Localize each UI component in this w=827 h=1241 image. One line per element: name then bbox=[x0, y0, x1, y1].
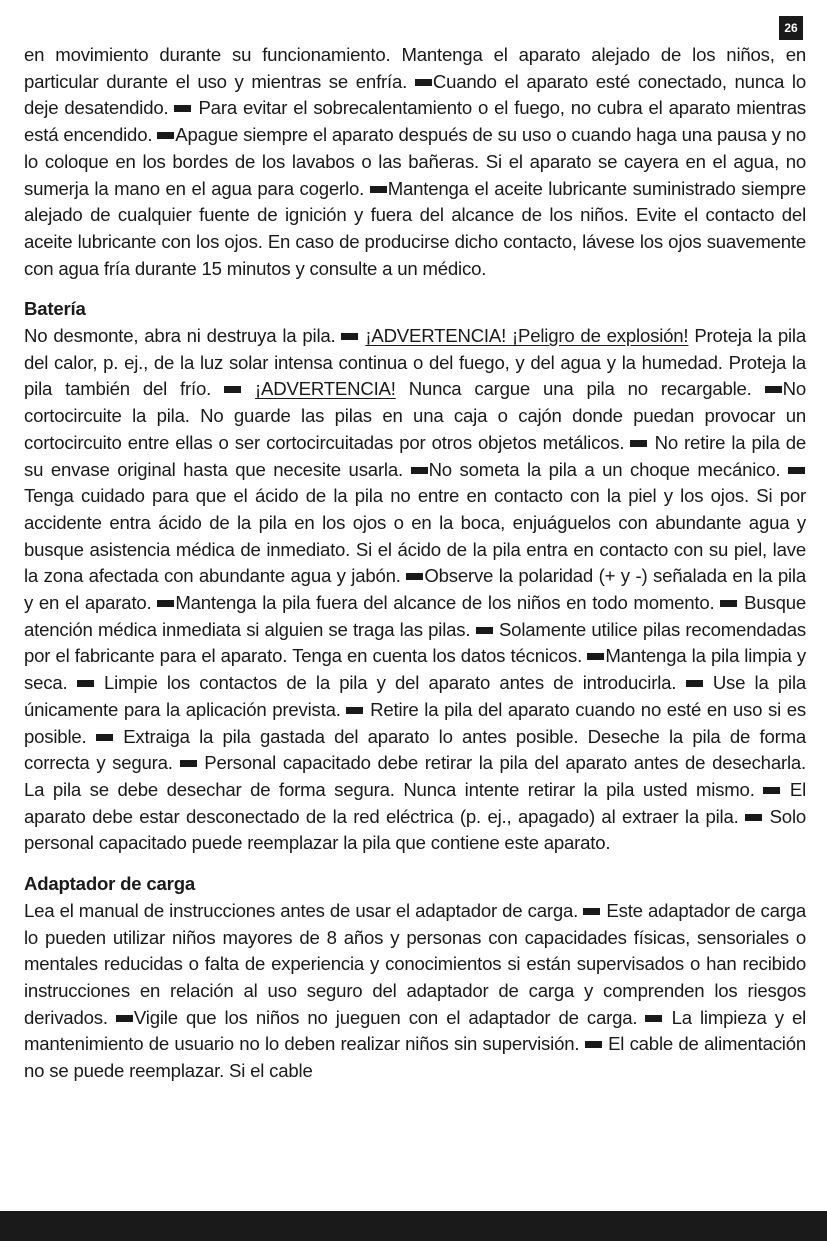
separator-bar-icon bbox=[415, 79, 432, 86]
bateria-sentence: No retire la pila de su envase original hasta que necesite usarla. bbox=[24, 431, 807, 480]
separator-bar-icon bbox=[645, 1015, 662, 1022]
separator-bar-icon bbox=[587, 653, 604, 660]
adaptador-sentence: Lea el manual de instrucciones antes de usar el adaptador de carga. bbox=[24, 899, 579, 921]
separator-bar-icon bbox=[763, 787, 780, 794]
separator-bar-icon bbox=[96, 734, 113, 741]
footer-bar bbox=[0, 1211, 827, 1241]
separator-bar-icon bbox=[346, 707, 363, 714]
bateria-sentence: Observe la polaridad (+ y -) señalada en la pila y en el aparato. bbox=[24, 565, 807, 614]
warning-label: ¡ADVERTENCIA! bbox=[255, 378, 396, 400]
adaptador-sentence: La limpieza y el mantenimiento de usuario no lo deben realizar niños sin supervisión. bbox=[24, 1006, 807, 1055]
separator-bar-icon bbox=[174, 105, 191, 112]
separator-bar-icon bbox=[583, 908, 600, 915]
separator-bar-icon bbox=[180, 760, 197, 767]
separator-bar-icon bbox=[341, 333, 358, 340]
intro-sentence: Para evitar el sobrecalentamiento o el fuego, no cubra el aparato mientras está encendido. bbox=[24, 97, 806, 146]
separator-bar-icon bbox=[630, 440, 647, 447]
separator-bar-icon bbox=[765, 386, 782, 393]
separator-bar-icon bbox=[370, 186, 387, 193]
separator-bar-icon bbox=[157, 600, 174, 607]
separator-bar-icon bbox=[406, 573, 423, 580]
separator-bar-icon bbox=[745, 814, 762, 821]
bateria-sentence: No desmonte, abra ni destruya la pila. bbox=[24, 325, 336, 347]
bateria-sentence: El aparato debe estar desconectado de la red eléctrica (p. ej., apagado) al extraer la pila. bbox=[24, 778, 807, 827]
bateria-sentence: Solamente utilice pilas recomendadas por el fabricante para el aparato. Tenga en cuenta los datos técnicos. bbox=[24, 618, 806, 667]
bateria-sentence: Mantenga la pila limpia y seca. bbox=[24, 645, 806, 694]
bateria-sentence: Extraiga la pila gastada del aparato lo antes posible. Deseche la pila de forma correcta y segura. bbox=[24, 725, 807, 774]
bateria-paragraph bbox=[24, 323, 806, 857]
page-number: 26 bbox=[779, 16, 803, 40]
bateria-sentence: Personal capacitado debe retirar la pila del aparato antes de desecharla. La pila se debe desechar de forma segura. Nunca intente retirar la pila usted mismo. bbox=[24, 752, 806, 800]
separator-bar-icon bbox=[686, 680, 703, 687]
bateria-sentence: No cortocircuite la pila. No guarde las pilas en una caja o cajón donde puedan provocar un cortocircuito entre ellas o ser cortocircuitadas por otros objetos metálicos. bbox=[24, 378, 807, 453]
bateria-sentence: Mantenga la pila fuera del alcance de los niños en todo momento. bbox=[175, 592, 715, 614]
separator-bar-icon bbox=[476, 627, 493, 634]
intro-sentence: en movimiento durante su funcionamiento. Mantenga el aparato alejado de los niños, en particular durante el uso y mientras se enfría. bbox=[24, 44, 806, 92]
separator-bar-icon bbox=[157, 132, 174, 139]
adaptador-paragraph bbox=[24, 898, 806, 1085]
bateria-sentence: Limpie los contactos de la pila y del aparato antes de introducirla. bbox=[104, 672, 677, 694]
bateria-sentence: Proteja la pila del calor, p. ej., de la luz solar intensa continua o del fuego, y del agua y la humedad. Proteja la pila también del frío. bbox=[24, 325, 806, 400]
separator-bar-icon bbox=[788, 467, 805, 474]
bateria-sentence: No someta la pila a un choque mecánico. bbox=[428, 458, 781, 480]
intro-sentence: Apague siempre el aparato después de su uso o cuando haga una pausa y no lo coloque en los bordes de los lavabos o las bañeras. Si el aparato se cayera en el agua, no sumerja la mano en el agua para cogerlo. bbox=[24, 124, 806, 199]
intro-paragraph bbox=[24, 42, 806, 282]
adaptador-sentence: Este adaptador de carga lo pueden utilizar niños mayores de 8 años y personas con capacidades físicas, sensoriales o mentales reducidas o falta de experiencia y conocimientos si están supervisados o han recibido instrucciones en relación al uso seguro del adaptador de carga y comprenden los riesgos derivados. bbox=[24, 899, 806, 1028]
intro-sentence: Cuando el aparato esté conectado, nunca lo deje desatendido. bbox=[24, 70, 807, 119]
section-heading-bateria: Batería bbox=[24, 298, 86, 320]
bateria-sentence: Retire la pila del aparato cuando no esté en uso si es posible. bbox=[24, 698, 806, 747]
bateria-sentence: Solo personal capacitado puede reemplazar la pila que contiene este aparato. bbox=[24, 805, 807, 854]
section-heading-adaptador: Adaptador de carga bbox=[24, 873, 196, 895]
bateria-sentence: Use la pila únicamente para la aplicación prevista. bbox=[24, 672, 807, 720]
bateria-sentence: Nunca cargue una pila no recargable. bbox=[395, 378, 752, 400]
adaptador-sentence: Vigile que los niños no jueguen con el adaptador de carga. bbox=[133, 1006, 638, 1028]
bateria-sentence: Tenga cuidado para que el ácido de la pila no entre en contacto con la piel y los ojos. Si por accidente entra ácido de la pila en los ojos o en la boca, enjuáguelos con abundante agua y busque asistencia médica de inmediato. Si el ácido de la pila entra en contacto con su piel, lave la zona afectada con abundante agua y jabón. bbox=[24, 485, 806, 587]
adaptador-sentence: El cable de alimentación no se puede reemplazar. Si el cable bbox=[24, 1033, 807, 1082]
warning-label: ¡ADVERTENCIA! ¡Peligro de explosión! bbox=[365, 325, 689, 347]
separator-bar-icon bbox=[116, 1015, 133, 1022]
separator-bar-icon bbox=[224, 386, 241, 393]
separator-bar-icon bbox=[77, 680, 94, 687]
document-body bbox=[24, 42, 806, 1085]
bateria-sentence: Busque atención médica inmediata si alguien se traga las pilas. bbox=[24, 592, 806, 640]
separator-bar-icon bbox=[585, 1041, 602, 1048]
intro-sentence: Mantenga el aceite lubricante suministrado siempre alejado de cualquier fuente de ignición y fuera del alcance de los niños. Evite el contacto del aceite lubricante con los ojos. En caso de producirse dicho contacto, lávese los ojos suavemente con agua fría durante 15 minutos y consulte a un médico. bbox=[24, 177, 806, 279]
separator-bar-icon bbox=[720, 600, 737, 607]
separator-bar-icon bbox=[411, 467, 428, 474]
